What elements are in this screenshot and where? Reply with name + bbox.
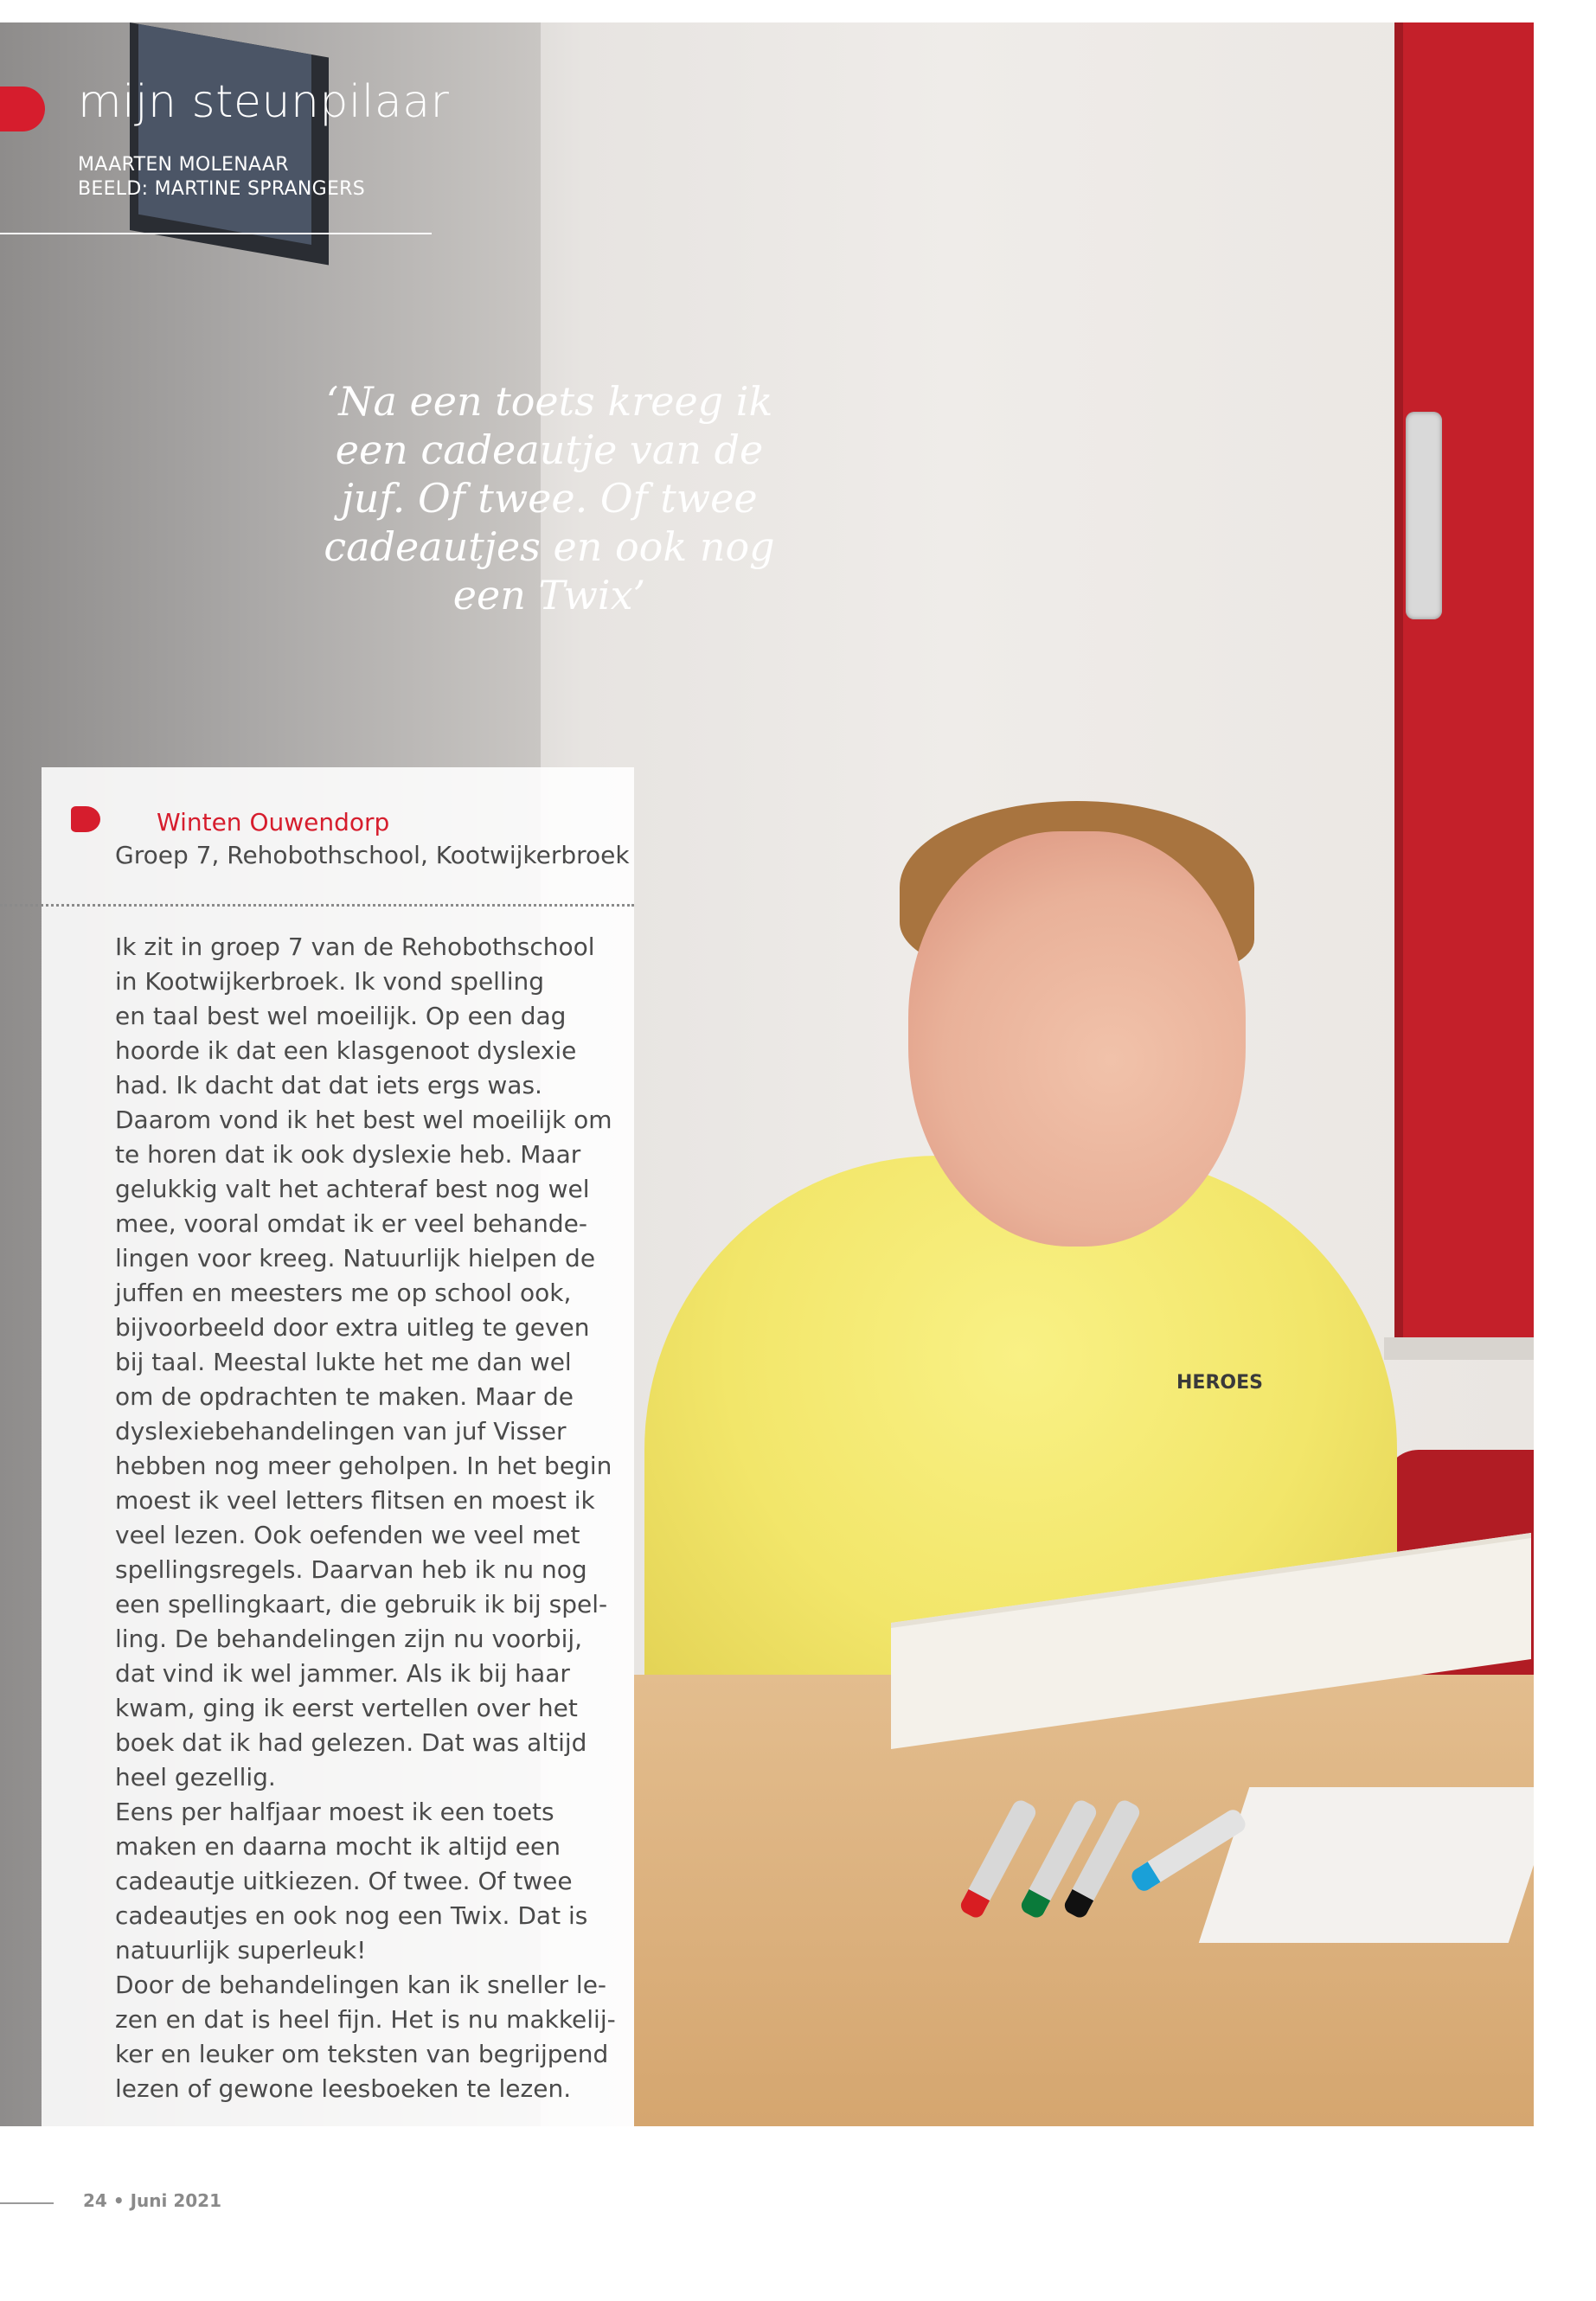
issue-date: Juni 2021 [130, 2190, 221, 2211]
body-line: gelukkig valt het achteraf best nog wel [115, 1175, 590, 1203]
body-line: moest ik veel letters flitsen en moest ik [115, 1486, 595, 1515]
body-line: een spellingkaart, die gebruik ik bij spel- [115, 1590, 608, 1618]
body-line: had. Ik dacht dat dat iets ergs was. [115, 1071, 542, 1099]
body-line: kwam, ging ik eerst vertellen over het [115, 1694, 578, 1722]
wall-poster [130, 22, 329, 266]
body-line: mee, vooral omdat ik er veel behande- [115, 1209, 587, 1238]
body-line: dat vind ik wel jammer. Als ik bij haar [115, 1659, 570, 1688]
window-frame [1394, 22, 1534, 1337]
name-marker-icon [71, 806, 100, 832]
footer-rule [0, 2202, 54, 2204]
body-line: juffen en meesters me op school ook, [115, 1279, 572, 1307]
body-line: dyslexiebehandelingen van juf Visser [115, 1417, 567, 1445]
body-line: om de opdrachten te maken. Maar de [115, 1382, 574, 1411]
page-footer [83, 2190, 221, 2211]
body-line: natuurlijk superleuk! [115, 1936, 367, 1965]
person-name: Winten Ouwendorp [157, 808, 390, 836]
section-title: mijn steunpilaar [78, 76, 450, 128]
body-line: Door de behandelingen kan ik sneller le- [115, 1971, 607, 1999]
body-line: ker en leuker om teksten van begrijpend [115, 2040, 609, 2068]
body-line: ling. De behandelingen zijn nu voorbij, [115, 1625, 583, 1653]
body-line: maken en daarna mocht ik altijd een [115, 1832, 561, 1861]
footer-separator: • [112, 2190, 125, 2211]
body-line: cadeautjes en ook nog een Twix. Dat is [115, 1901, 588, 1930]
body-line: bij taal. Meestal lukte het me dan wel [115, 1348, 572, 1376]
photo-credit: BEELD: MARTINE SPRANGERS [78, 178, 366, 200]
body-line: te horen dat ik ook dyslexie heb. Maar [115, 1140, 581, 1169]
author-credit: MAARTEN MOLENAAR [78, 154, 289, 176]
body-line: veel lezen. Ook oefenden we veel met [115, 1521, 580, 1549]
body-line: lezen of gewone leesboeken te lezen. [115, 2074, 572, 2103]
person-school: Groep 7, Rehobothschool, Kootwijkerbroek [115, 841, 630, 869]
body-line: Daarom vond ik het best wel moeilijk om [115, 1106, 612, 1134]
section-marker-icon [0, 87, 45, 131]
worksheet [1199, 1787, 1534, 1943]
body-line: en taal best wel moeilijk. Op een dag [115, 1002, 567, 1030]
body-line: heel gezellig. [115, 1763, 276, 1791]
boy-face [908, 831, 1246, 1247]
body-line: zen en dat is heel fijn. Het is nu makkelij- [115, 2005, 616, 2034]
header-divider [0, 233, 432, 234]
window-sill [1384, 1337, 1534, 1360]
body-line: Ik zit in groep 7 van de Rehobothschool [115, 933, 595, 961]
body-line: hebben nog meer geholpen. In het begin [115, 1452, 612, 1480]
body-line: boek dat ik had gelezen. Dat was altijd [115, 1728, 587, 1757]
body-line: Eens per halfjaar moest ik een toets [115, 1798, 554, 1826]
body-line: spellingsregels. Daarvan heb ik nu nog [115, 1555, 587, 1584]
body-line: lingen voor kreeg. Natuurlijk hielpen de [115, 1244, 596, 1272]
body-line: hoorde ik dat een klasgenoot dyslexie [115, 1036, 577, 1065]
body-line: in Kootwijkerbroek. Ik vond spelling [115, 967, 545, 996]
body-line: cadeautje uitkiezen. Of twee. Of twee [115, 1867, 573, 1895]
dotted-divider [0, 904, 634, 907]
pull-quote: ‘Na een toets kreeg ik een cadeautje van de juf. Of twee. Of twee cadeautjes en ook nog een Twix’ [324, 378, 775, 619]
page-number: 24 [83, 2190, 107, 2211]
window-handle [1406, 412, 1442, 619]
hoodie-print: HEROES [1176, 1372, 1263, 1394]
body-line: bijvoorbeeld door extra uitleg te geven [115, 1313, 590, 1342]
